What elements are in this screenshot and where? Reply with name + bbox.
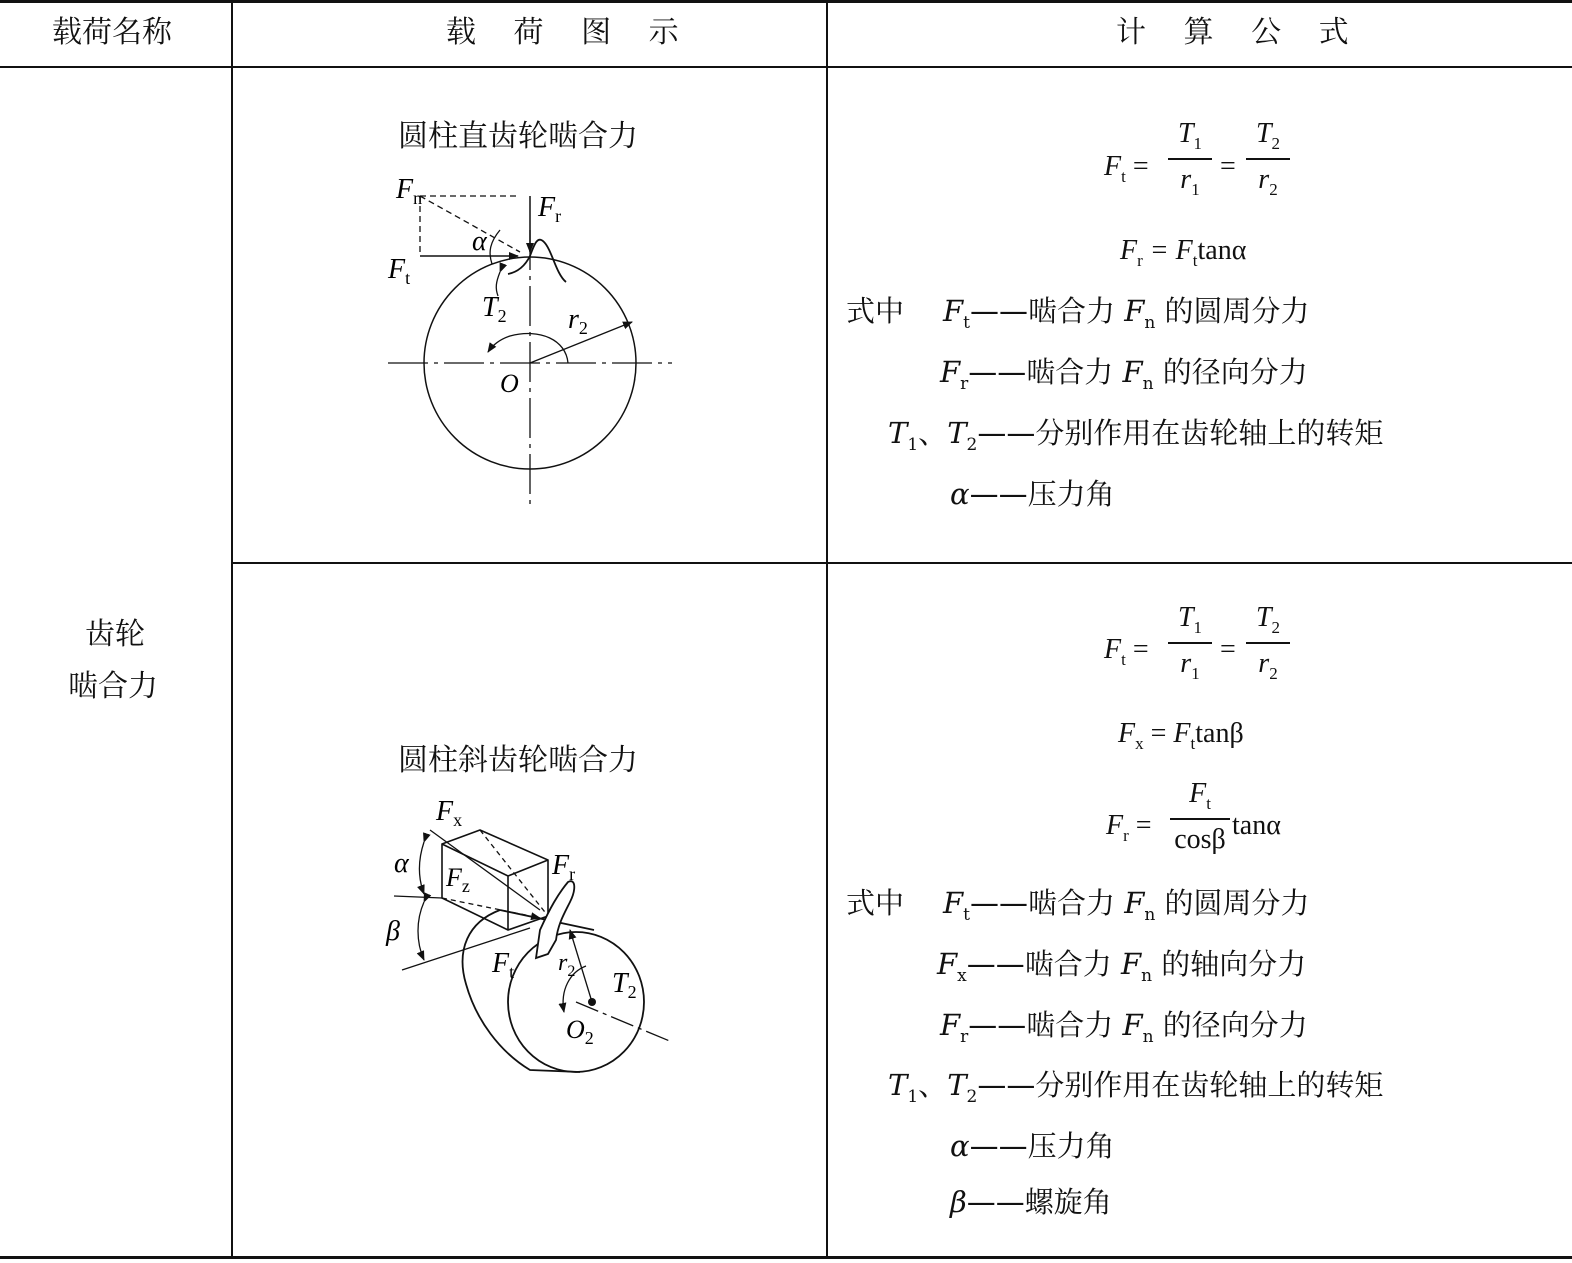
helical-def-4: $T_1$、$T_2——$分别作用在齿轮轴上的转矩 — [888, 1068, 1384, 1107]
header-bottom-border — [0, 66, 1572, 68]
helical-alpha-arc — [420, 842, 425, 894]
helical-formula-1-eq: = — [1220, 634, 1236, 665]
helical-label-ft: $F_t$ — [492, 948, 515, 982]
spur-label-fn: $F_n$ — [396, 174, 423, 208]
helical-def-2: $F_x——$啮合力 $F_n$ 的轴向分力 — [937, 947, 1307, 986]
spur-def-1: $F_t——$啮合力 $F_n$ 的圆周分力 — [943, 294, 1310, 333]
spur-label-o: O — [500, 369, 519, 398]
spur-alpha-arc — [490, 230, 500, 264]
helical-gear-diagram — [380, 790, 680, 1080]
helical-where: 式中 — [846, 886, 905, 920]
spur-def-2: $F_r——$啮合力 $F_n$ 的径向分力 — [940, 355, 1308, 394]
helical-label-fx: $F_x$ — [436, 796, 463, 830]
helical-label-beta: β — [386, 916, 400, 947]
header-formula: 计 算 公 式 — [1116, 15, 1363, 50]
spur-label-fr: $F_r$ — [538, 192, 562, 226]
helical-formula-1-frac1: $T_1$ $r_1$ — [1168, 604, 1212, 682]
row-divider — [231, 562, 1572, 564]
helical-cylinder-body — [463, 910, 594, 1072]
spur-label-r2: $r_2$ — [568, 304, 588, 338]
row-label-line1: 齿轮 — [85, 617, 145, 652]
helical-label-alpha: α — [394, 848, 409, 879]
spur-formula-1-frac1: $T_1$ $r_1$ — [1168, 120, 1212, 198]
spur-gear-diagram — [380, 170, 680, 515]
helical-def-6: β——螺旋角 — [950, 1185, 1112, 1219]
helical-formula-3-tail: tanα — [1232, 810, 1281, 841]
spur-formula-1-eq: = — [1220, 151, 1236, 182]
spur-def-4: α——压力角 — [950, 477, 1115, 511]
table-bottom-border — [0, 1256, 1572, 1259]
spur-where: 式中 — [846, 294, 905, 328]
helical-formula-3-lhs: $F_r$ = — [1106, 810, 1152, 845]
helical-def-5: α——压力角 — [950, 1129, 1115, 1163]
helical-label-fr: $F_r$ — [552, 850, 576, 884]
spur-fn-line — [420, 196, 520, 252]
spur-formula-2: $F_r = F_t\tan\alpha$ — [1120, 235, 1247, 270]
helical-label-o2: $O_2$ — [566, 1015, 594, 1048]
header-load-diagram: 载 荷 图 示 — [446, 15, 693, 50]
helical-def-1: $F_t——$啮合力 $F_n$ 的圆周分力 — [943, 886, 1310, 925]
column-divider-2 — [826, 0, 828, 1259]
helical-formula-2: $F_x = F_t\tan\beta$ — [1118, 718, 1244, 753]
spur-torque-arc — [488, 334, 568, 363]
helical-formula-3-frac: $F_t$ cosβ — [1170, 780, 1230, 854]
spur-formula-1-frac2: $T_2$ $r_2$ — [1246, 120, 1290, 198]
helical-label-fz: $F_z$ — [446, 863, 470, 896]
spur-label-alpha: α — [472, 226, 487, 257]
table-top-border — [0, 0, 1572, 3]
column-divider-1 — [231, 0, 233, 1259]
spur-def-3: $T_1$、$T_2——$分别作用在齿轮轴上的转矩 — [888, 416, 1384, 455]
row-label-line2: 啮合力 — [68, 669, 158, 704]
helical-label-r2: $r_2$ — [558, 950, 576, 980]
header-load-name: 载荷名称 — [52, 15, 172, 50]
helical-label-t2: $T_2$ — [612, 968, 637, 1002]
spur-formula-1-lhs: $F_t$ = — [1104, 151, 1149, 186]
spur-force-rectangle — [420, 196, 520, 256]
spur-label-t2: $T_2$ — [482, 292, 507, 326]
helical-formula-1-frac2: $T_2$ $r_2$ — [1246, 604, 1290, 682]
helical-alpha-ref — [394, 896, 442, 898]
helical-beta-arc — [418, 902, 424, 960]
helical-formula-1-lhs: $F_t$ = — [1104, 634, 1149, 669]
spur-caption: 圆柱直齿轮啮合力 — [398, 119, 638, 154]
spur-label-ft: $F_t$ — [388, 254, 411, 288]
helical-caption: 圆柱斜齿轮啮合力 — [398, 743, 638, 778]
helical-def-3: $F_r——$啮合力 $F_n$ 的径向分力 — [940, 1008, 1308, 1047]
